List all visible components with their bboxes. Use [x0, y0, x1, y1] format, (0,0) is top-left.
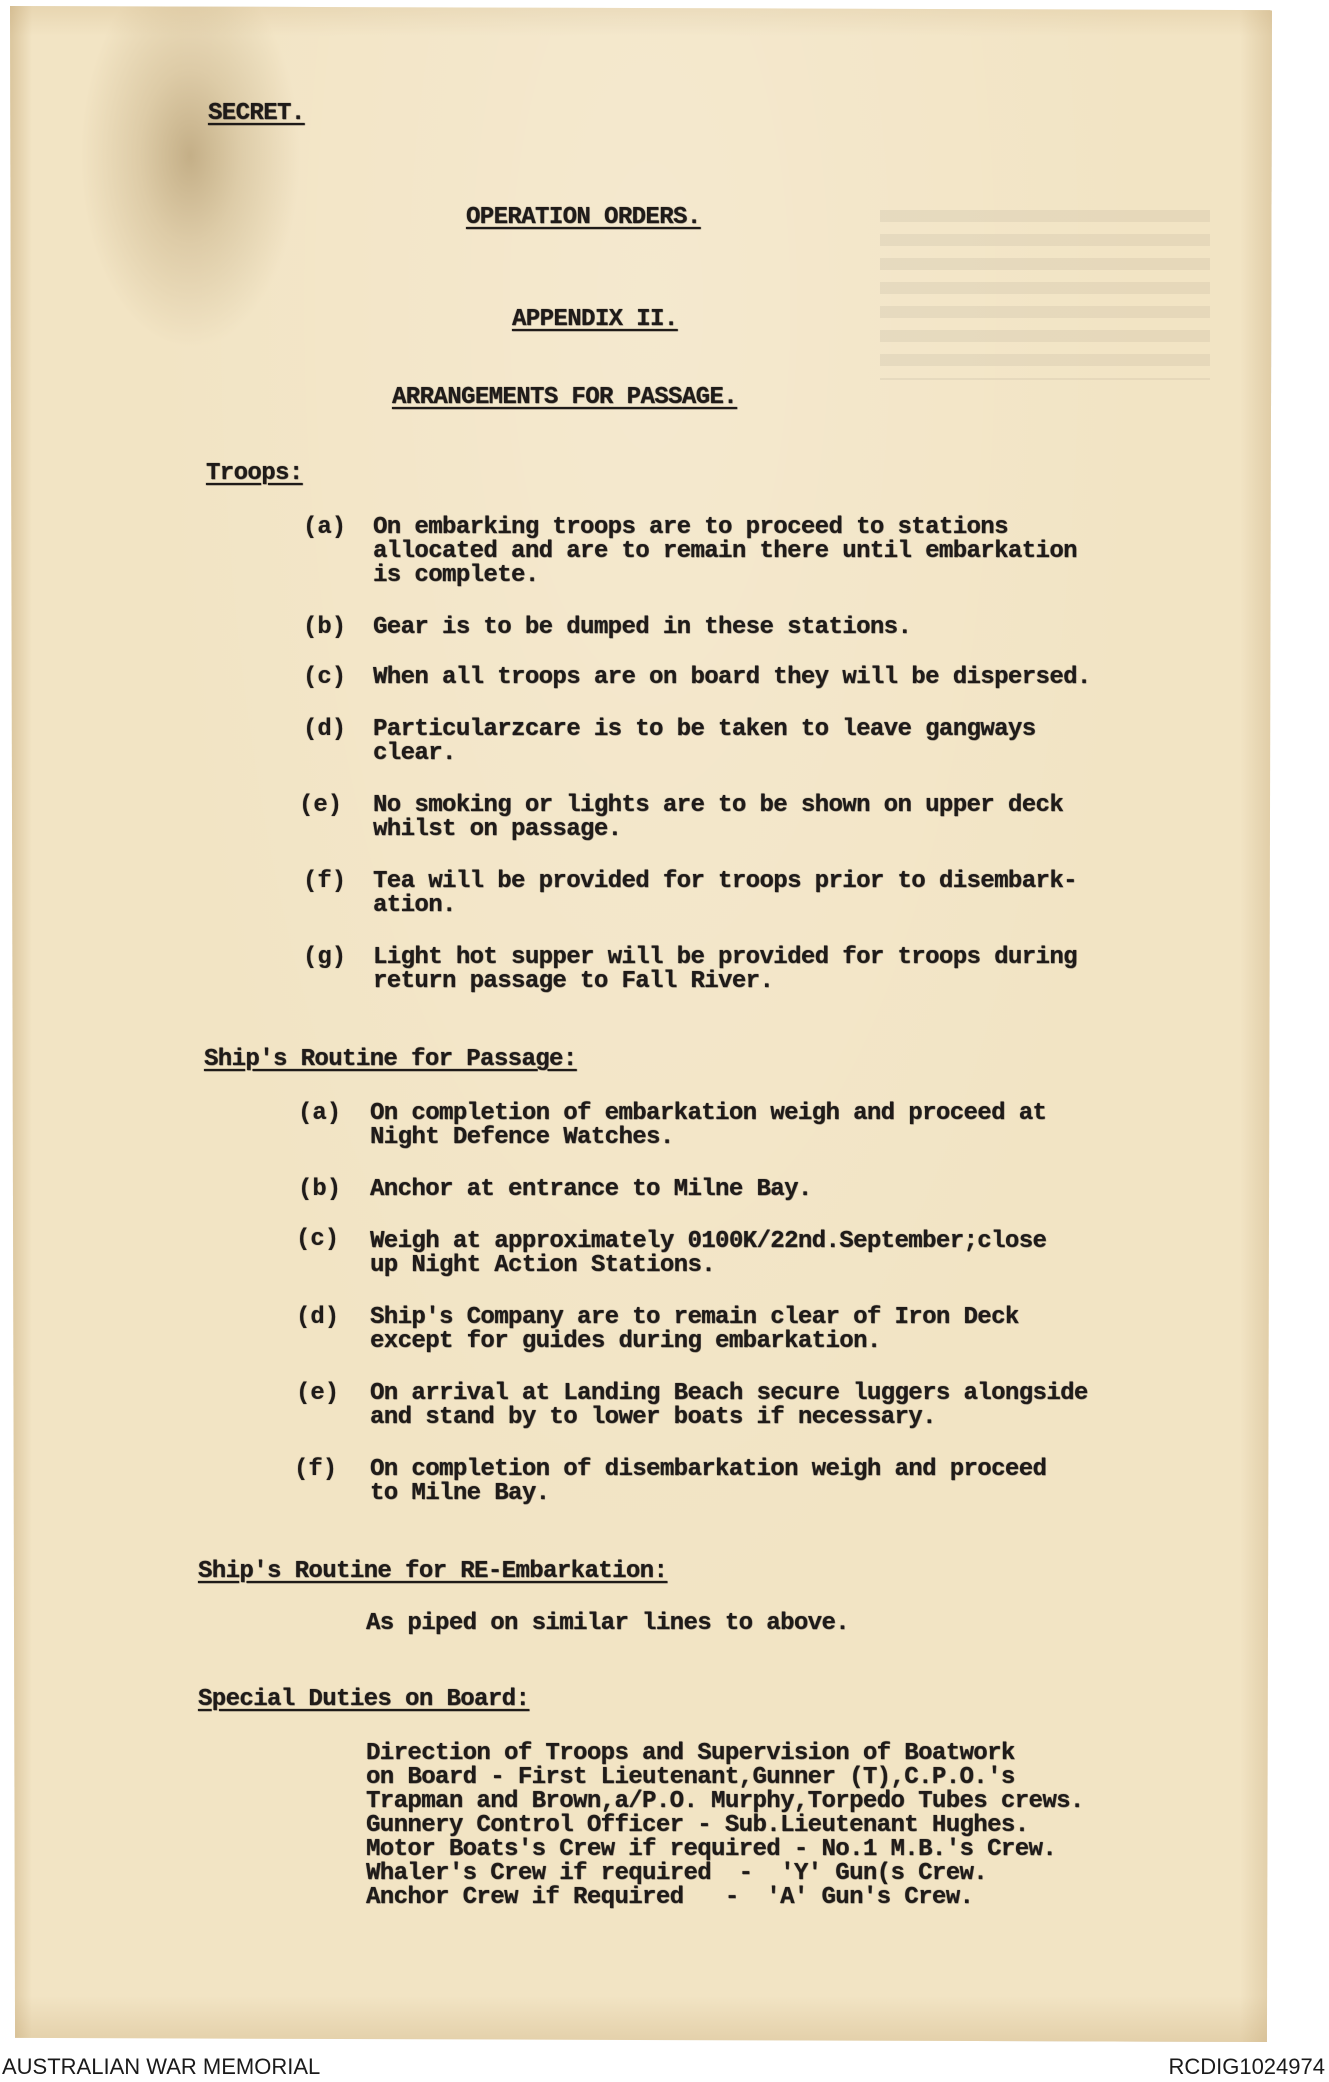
item-line: to Milne Bay.: [370, 1480, 550, 1507]
item-marker: (e): [296, 1380, 340, 1407]
section-body-line: Whaler's Crew if required - 'Y' Gun(s Crew.: [366, 1860, 988, 1887]
item-line: Particularzcare is to be taken to leave gangways: [373, 716, 1036, 743]
bleed-through-text: [880, 210, 1210, 380]
item-marker: (c): [296, 1226, 340, 1253]
item-marker: (b): [298, 1176, 342, 1203]
item-line: whilst on passage.: [373, 816, 622, 843]
item-marker: (e): [299, 792, 343, 819]
item-line: Gear is to be dumped in these stations.: [373, 614, 912, 641]
item-line: ation.: [373, 892, 456, 919]
item-line: Anchor at entrance to Milne Bay.: [370, 1176, 812, 1203]
item-line: On completion of embarkation weigh and proceed at: [370, 1100, 1047, 1127]
item-line: clear.: [373, 740, 456, 767]
section-body-line: As piped on similar lines to above.: [366, 1610, 850, 1637]
item-line: No smoking or lights are to be shown on upper deck: [373, 792, 1064, 819]
section-body-line: Direction of Troops and Supervision of Boatwork: [366, 1740, 1015, 1767]
item-line: When all troops are on board they will be dispersed.: [373, 664, 1091, 691]
section-body-line: Gunnery Control Officer - Sub.Lieutenant Hughes.: [366, 1812, 1029, 1839]
item-line: Tea will be provided for troops prior to disembark-: [373, 868, 1077, 895]
document-title: OPERATION ORDERS.: [466, 204, 701, 231]
item-line: up Night Action Stations.: [370, 1252, 716, 1279]
item-marker: (g): [303, 944, 347, 971]
item-line: and stand by to lower boats if necessary.: [370, 1404, 936, 1431]
item-marker: (a): [303, 514, 347, 541]
section-body-line: on Board - First Lieutenant,Gunner (T),C.P.O.'s: [366, 1764, 1015, 1791]
item-marker: (f): [303, 868, 347, 895]
section-body-line: Trapman and Brown,a/P.O. Murphy,Torpedo Tubes crews.: [366, 1788, 1084, 1815]
section-heading-troops: Troops:: [206, 460, 303, 487]
item-marker: (d): [303, 716, 347, 743]
document-subtitle: ARRANGEMENTS FOR PASSAGE.: [392, 384, 738, 411]
item-line: except for guides during embarkation.: [370, 1328, 881, 1355]
footer-record-id: RCDIG1024974: [1168, 2054, 1325, 2079]
footer-archive-name: AUSTRALIAN WAR MEMORIAL: [2, 2054, 321, 2079]
appendix-label: APPENDIX II.: [512, 306, 678, 333]
item-line: Weigh at approximately 0100K/22nd.September;close: [370, 1228, 1047, 1255]
section-heading-ships-routine-reembarkation: Ship's Routine for RE-Embarkation:: [198, 1558, 668, 1585]
item-line: On arrival at Landing Beach secure luggers alongside: [370, 1380, 1088, 1407]
item-line: Ship's Company are to remain clear of Iron Deck: [370, 1304, 1019, 1331]
section-heading-ships-routine-passage: Ship's Routine for Passage:: [204, 1046, 577, 1073]
item-marker: (b): [303, 614, 347, 641]
item-marker: (c): [303, 664, 347, 691]
section-body-line: Motor Boats's Crew if required - No.1 M.B.'s Crew.: [366, 1836, 1057, 1863]
item-line: allocated and are to remain there until embarkation: [373, 538, 1077, 565]
item-line: On embarking troops are to proceed to stations: [373, 514, 1008, 541]
item-marker: (f): [294, 1456, 338, 1483]
item-marker: (a): [298, 1100, 342, 1127]
item-line: On completion of disembarkation weigh and proceed: [370, 1456, 1047, 1483]
section-heading-special-duties: Special Duties on Board:: [198, 1686, 530, 1713]
item-line: Light hot supper will be provided for troops during: [373, 944, 1077, 971]
classification-label: SECRET.: [208, 100, 305, 127]
section-body-line: Anchor Crew if Required - 'A' Gun's Crew.: [366, 1884, 974, 1911]
item-line: return passage to Fall River.: [373, 968, 774, 995]
item-line: is complete.: [373, 562, 539, 589]
item-marker: (d): [296, 1304, 340, 1331]
item-line: Night Defence Watches.: [370, 1124, 674, 1151]
